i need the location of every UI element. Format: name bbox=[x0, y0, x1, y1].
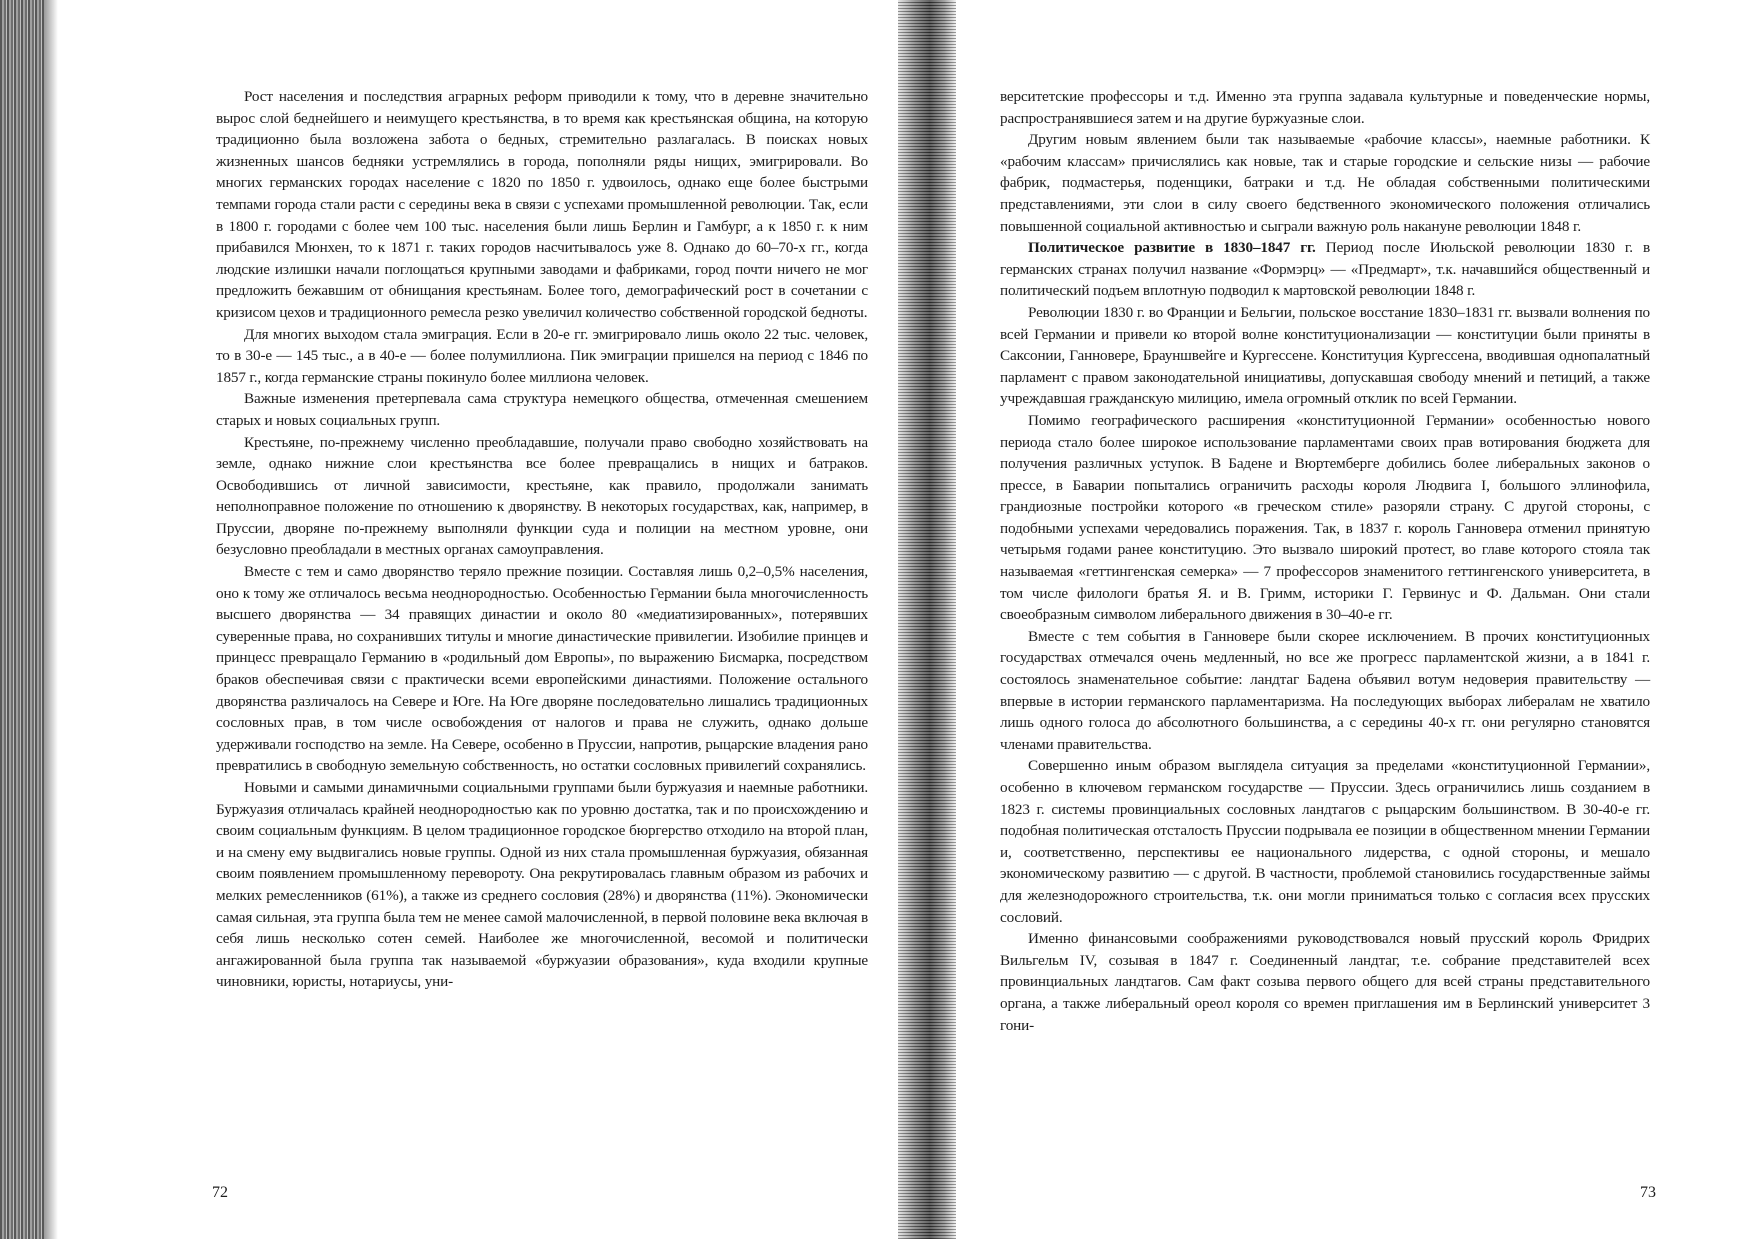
paragraph-section-start bbox=[1000, 237, 1650, 302]
paragraph-text: Период после Июльской революции 1830 г. в германских странах получил название «Формэрц» — «Предмарт», т.к. начавшийся общественный и политический подъем вплотную подводил к мартовской революции 1848 г. bbox=[1000, 239, 1650, 300]
left-page-text bbox=[216, 86, 868, 993]
scan-edge-left bbox=[0, 0, 44, 1239]
paragraph: Вместе с тем события в Ганновере были скорее исключением. В прочих конституционных государствах отмечался очень медленный, но все же прогресс парламентской жизни, а в 1841 г. состоялось знаменательное событие: ландтаг Бадена объявил вотум недоверия правительству — впервые в истории германского парламентаризма. На последующих выборах либералам не хватило лишь одного голоса до абсолютного большинства, а с середины 40-х гг. они регулярно становятся членами правительства. bbox=[1000, 627, 1650, 753]
paragraph: Революции 1830 г. во Франции и Бельгии, польское восстание 1830–1831 гг. вызвали волнения по всей Германии и привели ко второй волне конституционализации — конституции были приняты в Саксонии, Ганновере, Брауншвейге и Кургессене. Конституция Кургессена, вводившая однопалатный парламент с правом законодательной инициативы, допускавшая свободу мнений и петиций, а также учреждавшая гражданскую милицию, имела огромный отклик по всей Германии. bbox=[1000, 303, 1650, 408]
page-number-right: 73 bbox=[1640, 1184, 1656, 1201]
scan-edge-shadow bbox=[44, 0, 58, 1239]
paragraph: Вместе с тем и само дворянство теряло прежние позиции. Составляя лишь 0,2–0,5% населения, оно к тому же отличалось весьма неоднородностью. Особенностью Германии была многочисленность высшего дворянства — 34 правящих династии и около 80 «медиатизированных», потерявших суверенные права, но сохранивших титулы и многие династические привилегии. Изобилие принцев и принцесс превращало Германию в «родильный дом Европы», по выражению Бисмарка, посредством браков обеспечивая связи с практически всеми европейскими династиями. Положение остального дворянства различалось на Севере и Юге. На Юге дворяне последовательно лишались традиционных сословных прав, в том числе освобождения от налогов и права не служить, однако дольше удерживали господство на земле. На Севере, особенно в Пруссии, напротив, рыцарские владения рано превратились в свободную земельную собственность, но остатки сословных привилегий сохранялись. bbox=[216, 563, 868, 775]
paragraph: Другим новым явлением были так называемые «рабочие классы», наемные работники. К «рабочим классам» причислялись как новые, так и старые городские и сельские низы — рабочие фабрик, подмастерья, поденщики, батраки и т.д. Не обладая собственными политическими представлениями, эти слои в силу своего бедственного экономического положения отличались повышенной социальной активностью и сыграли важную роль накануне революции 1848 г. bbox=[1000, 131, 1650, 235]
right-page-text bbox=[1000, 86, 1650, 1036]
paragraph: Помимо географического расширения «конституционной Германии» особенностью нового периода стало более широкое использование парламентами своих прав вотирования бюджета для получения различных уступок. В Бадене и Вюртемберге добились более либеральных законов о прессе, в Баварии попытались ограничить расходы короля Людвига I, большого эллинофила, грандиозные постройки которого «в греческом стиле» разоряли страну. С другой стороны, с подобными успехами чередовались поражения. Так, в 1837 г. король Ганновера отменил принятую четырьмя годами ранее конституцию. Это вызвало широкий протест, во главе которого стояла так называемая «геттингенская семерка» — 7 профессоров знаменитого геттингенского университета, в том числе филологи братья Я. и В. Гримм, историки Г. Гервинус и Ф. Дальман. Они стали своеобразным символом либерального движения в 30–40-е гг. bbox=[1000, 411, 1650, 624]
paragraph: Новыми и самыми динамичными социальными группами были буржуазия и наемные работники. Буржуазия отличалась крайней неоднородностью как по уровню достатка, так и по происхождению и своим социальным функциям. В целом традиционное городское бюргерство отходило на второй план, и на смену ему выдвигались новые группы. Одной из них стала промышленная буржуазия, обязанная своим появлением промышленному перевороту. Она рекрутировалась главным образом из рабочих и мелких ремесленников (61%), а также из среднего сословия (28%) и дворянства (11%). Экономически самая сильная, эта группа была тем не менее самой малочисленной, в первой половине века включая в себя лишь несколько сотен семей. Наиболее же многочисленной, весомой и политически ангажированной была группа так называемой «буржуазии образования», куда входили крупные чиновники, юристы, нотариусы, уни- bbox=[216, 779, 868, 991]
paragraph: Крестьяне, по-прежнему численно преобладавшие, получали право свободно хозяйствовать на земле, однако нижние слои крестьянства все более превращались в нищих и батраков. Освободившись от личной зависимости, крестьяне, как правило, продолжали занимать неполноправное положение по отношению к дворянству. В некоторых государствах, как, например, в Пруссии, дворяне по-прежнему выполняли функции суда и полиции на местном уровне, они безусловно преобладали в местных органах самоуправления. bbox=[216, 433, 868, 559]
paragraph: Совершенно иным образом выглядела ситуация за пределами «конституционной Германии», особенно в ключевом германском государстве — Пруссии. Здесь ограничились лишь созданием в 1823 г. системы провинциальных сословных ландтагов с рыцарским большинством. В 30-40-е гг. подобная политическая отсталость Пруссии подрывала ее позиции в общественном мнении Германии и, соответственно, перспективы ее национального лидерства, с одной стороны, и мешало экономическому развитию — с другой. В частности, проблемой становились государственные займы для железнодорожного строительства, т.к. они могли приниматься только с согласия всех прусских сословий. bbox=[1000, 757, 1650, 926]
book-gutter bbox=[898, 0, 956, 1239]
page-number-left: 72 bbox=[212, 1184, 228, 1201]
paragraph: Важные изменения претерпевала сама структура немецкого общества, отмеченная смешением старых и новых социальных групп. bbox=[216, 390, 868, 429]
paragraph: Для многих выходом стала эмиграция. Если в 20-е гг. эмигрировало лишь около 22 тыс. человек, то в 30-е — 145 тыс., а в 40-е — более полумиллиона. Пик эмиграции пришелся на период с 1846 по 1857 г., когда германские страны покинуло более миллиона человек. bbox=[216, 325, 868, 386]
paragraph: Рост населения и последствия аграрных реформ приводили к тому, что в деревне значительно вырос слой беднейшего и неимущего крестьянства, в то время как крестьянская община, на которую традиционно была возложена забота о бедных, стремительно разлагалась. В поисках новых жизненных шансов бедняки устремлялись в города, пополняли ряды нищих, эмигрировали. Во многих германских городах население с 1820 по 1850 г. удвоилось, однако еще более быстрыми темпами города стали расти с середины века в связи с успехами промышленной революции. Так, если в 1800 г. городами с более чем 100 тыс. населения были лишь Берлин и Гамбург, а к 1850 г. к ним прибавился Мюнхен, то к 1871 г. таких городов насчитывалось уже 8. Однако до 60–70-х гг., когда людские излишки начали поглощаться крупными заводами и фабриками, город почти ничего не мог предложить бежавшим от обнищания крестьянам. Более того, демографический рост в сочетании с кризисом цехов и традиционного ремесла резко увеличил количество собственной городской бедноты. bbox=[216, 88, 868, 321]
section-heading: Политическое развитие в 1830–1847 гг. bbox=[1028, 239, 1316, 257]
paragraph: Именно финансовыми соображениями руководствовался новый прусский король Фридрих Вильгельм IV, созывая в 1847 г. Соединенный ландтаг, т.е. собрание представителей всех провинциальных ландтагов. Сам факт созыва первого общего для всей страны представительного органа, а также либеральный ореол короля со времен приглашения им в Берлинский университет 3 гони- bbox=[1000, 930, 1650, 1034]
paragraph: верситетские профессоры и т.д. Именно эта группа задавала культурные и поведенческие нормы, распространявшиеся затем и на другие буржуазные слои. bbox=[1000, 88, 1650, 127]
